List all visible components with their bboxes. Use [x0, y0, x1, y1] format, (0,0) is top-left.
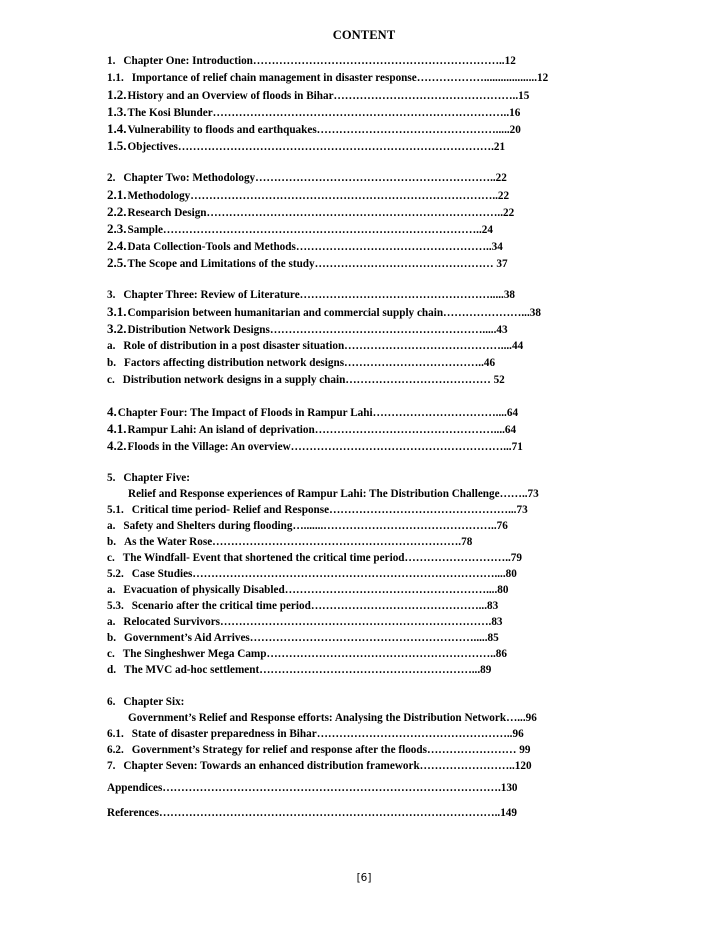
toc-entry-number: a.: [107, 520, 116, 532]
toc-entry: [107, 105, 572, 120]
toc-entry-text: Floods in the Village: An overview…………………………………………………...71: [127, 441, 523, 453]
toc-entry: [107, 222, 572, 237]
toc-entry: [107, 356, 572, 370]
toc-entry-number: c.: [107, 374, 115, 386]
toc-entry: [107, 551, 572, 565]
toc-entry-text: References………………………………………………………………………………..149: [107, 807, 517, 819]
toc-entry-number: 3.: [107, 289, 116, 301]
toc-entry-number: 1.1.: [107, 72, 124, 84]
toc-entry: [107, 759, 572, 773]
toc-entry: [107, 806, 572, 820]
toc-entry-number: 5.2.: [107, 568, 124, 580]
toc-entry-number: a.: [107, 340, 116, 352]
toc-entry: [107, 599, 572, 613]
toc-entry-number: 5.: [107, 472, 116, 484]
toc-entry-number: 4.1.: [107, 422, 127, 436]
toc-entry-text: The Scope and Limitations of the study………………………………………… 37: [127, 258, 508, 270]
toc-entry-number: a.: [107, 616, 116, 628]
toc-entry: [107, 322, 572, 337]
toc-entry-number: 5.1.: [107, 504, 124, 516]
toc-entry: [107, 188, 572, 203]
toc-entry-text: Relief and Response experiences of Rampur Lahi: The Distribution Challenge……..73: [128, 488, 539, 500]
toc-entry-number: 2.1.: [107, 188, 127, 202]
toc-entry: [107, 288, 572, 302]
toc-entry-text: Objectives………………………………………………………………………….21: [127, 141, 506, 153]
toc-entry-text: Government’s Relief and Response efforts: Analysing the Distribution Network…...96: [128, 712, 537, 724]
toc-entry: [107, 305, 572, 320]
toc-entry-text: Relocated Survivors……………………………………………………………….83: [123, 616, 503, 628]
toc-entry: [107, 535, 572, 549]
toc-entry-text: Chapter Four: The Impact of Floods in Rampur Lahi……………………………....64: [117, 407, 519, 419]
toc-entry-text: Comparision between humanitarian and commercial supply chain…………………...38: [127, 307, 541, 319]
toc-entry: [107, 54, 572, 68]
toc-entry: [107, 471, 572, 485]
toc-entry-text: Critical time period- Relief and Response…………………………………………...73: [131, 504, 528, 516]
toc-entry-text: Appendices……………………………………………………………………………….130: [107, 782, 518, 794]
toc-entry: [107, 88, 572, 103]
toc-entry-number: 4.2.: [107, 439, 127, 453]
toc-entry: [107, 256, 572, 271]
toc-entry: [128, 711, 593, 725]
toc-entry-text: As the Water Rose………………………………………………………….78: [124, 536, 473, 548]
toc-entry-number: 6.1.: [107, 728, 124, 740]
toc-entry-text: The Kosi Blunder……………………………………………………………………..16: [127, 107, 521, 119]
toc-entry-number: 5.3.: [107, 600, 124, 612]
toc-entry-text: History and an Overview of floods in Bihar…………………………………………..15: [127, 90, 530, 102]
toc-entry-number: 2.3.: [107, 222, 127, 236]
toc-entry-text: Government’s Strategy for relief and response after the floods…………………… 99: [131, 744, 531, 756]
toc-entry-text: Vulnerability to floods and earthquakes………………………………………….....20: [127, 124, 521, 136]
toc-entry-number: 2.4.: [107, 239, 127, 253]
toc-entry-number: 4.: [107, 405, 117, 419]
toc-entry-text: Chapter Six:: [123, 696, 185, 708]
toc-entry-text: Rampur Lahi: An island of deprivation…………………………………………....64: [127, 424, 517, 436]
toc-entry: [107, 519, 572, 533]
toc-entry-number: 2.5.: [107, 256, 127, 270]
toc-entry-text: The Windfall- Event that shortened the critical time period………………………..79: [122, 552, 522, 564]
toc-entry: [107, 663, 572, 677]
toc-entry: [107, 503, 572, 517]
toc-entry-number: c.: [107, 552, 115, 564]
toc-entry-number: 1.5.: [107, 139, 127, 153]
toc-entry: [107, 567, 572, 581]
toc-entry-text: Methodology………………………………………………………………………..22: [127, 190, 510, 202]
toc-entry-text: Chapter Two: Methodology………………………………………………………..22: [123, 172, 507, 184]
toc-entry-text: The Singheshwer Mega Camp……………………………………………………..86: [122, 648, 507, 660]
toc-entry-text: Chapter Three: Review of Literature…………………………………………….....38: [123, 289, 516, 301]
toc-entry-text: Importance of relief chain management in disaster response………………...................12: [131, 72, 549, 84]
toc-entry-number: 1.4.: [107, 122, 127, 136]
toc-entry-text: Sample…………………………………………………………………………..24: [127, 224, 493, 236]
toc-entry-number: a.: [107, 584, 116, 596]
toc-entry-number: c.: [107, 648, 115, 660]
toc-entry: [107, 695, 572, 709]
toc-entry: [107, 339, 572, 353]
toc-entry-text: The MVC ad-hoc settlement…………………………………………………...89: [124, 664, 492, 676]
toc-entry: [107, 615, 572, 629]
toc-entry-number: 6.2.: [107, 744, 124, 756]
toc-entry: [107, 71, 572, 85]
toc-entry-number: 3.2.: [107, 322, 127, 336]
toc-entry: [107, 239, 572, 254]
toc-entry-text: Safety and Shelters during flooding….......………………………………………..76: [123, 520, 508, 532]
toc-entry-number: b.: [107, 357, 117, 369]
toc-entry: [107, 122, 572, 137]
toc-entry-text: Chapter Five:: [123, 472, 190, 484]
toc-entry: [107, 439, 572, 454]
toc-entry-number: 6.: [107, 696, 116, 708]
toc-entry-text: Data Collection-Tools and Methods……………………………………………..34: [127, 241, 503, 253]
toc-entry-number: 3.1.: [107, 305, 127, 319]
page-title: CONTENT: [332, 28, 396, 42]
toc-entry-text: Scenario after the critical time period………………………………………...83: [131, 600, 499, 612]
toc-entry-number: 2.: [107, 172, 116, 184]
toc-entry-text: Research Design……………………………………………………………………..22: [127, 207, 515, 219]
toc-entry: [128, 487, 593, 501]
toc-entry: [107, 727, 572, 741]
toc-entry: [107, 781, 572, 795]
toc-entry-text: Government’s Aid Arrives…………………………………………………….....85: [124, 632, 499, 644]
toc-entry: [107, 373, 572, 387]
toc-entry-text: Evacuation of physically Disabled………………………………………………....80: [123, 584, 509, 596]
toc-entry-number: 1.: [107, 55, 116, 67]
toc-entry-number: 2.2.: [107, 205, 127, 219]
toc-entry-text: Distribution Network Designs………………………………………………….....43: [127, 324, 508, 336]
toc-entry-text: Chapter One: Introduction…………………………………………………………..12: [123, 55, 516, 67]
toc-entry: [107, 205, 572, 220]
toc-entry-text: Case Studies………………………………………………………………………....80: [131, 568, 517, 580]
toc-entry: [107, 171, 572, 185]
toc-entry: [107, 631, 572, 645]
toc-entry-text: Factors affecting distribution network designs………………………………..46: [124, 357, 496, 369]
toc-entry: [107, 405, 572, 420]
toc-entry: [107, 583, 572, 597]
toc-entry-text: Role of distribution in a post disaster situation……………………………………....44: [123, 340, 524, 352]
toc-entry: [107, 422, 572, 437]
toc-entry: [107, 743, 572, 757]
toc-entry-number: 7.: [107, 760, 116, 772]
toc-entry-number: b.: [107, 536, 117, 548]
toc-entry-text: Distribution network designs in a supply chain………………………………… 52: [122, 374, 505, 386]
toc-entry-number: b.: [107, 632, 117, 644]
toc-entry-text: Chapter Seven: Towards an enhanced distribution framework……………………..120: [123, 760, 532, 772]
toc-entry-number: d.: [107, 664, 117, 676]
page-number: [6]: [356, 872, 372, 884]
toc-entry-text: State of disaster preparedness in Bihar……………………………………………..96: [131, 728, 524, 740]
toc-entry: [107, 139, 572, 154]
toc-entry: [107, 647, 572, 661]
toc-entry-number: 1.2.: [107, 88, 127, 102]
toc-entry-number: 1.3.: [107, 105, 127, 119]
